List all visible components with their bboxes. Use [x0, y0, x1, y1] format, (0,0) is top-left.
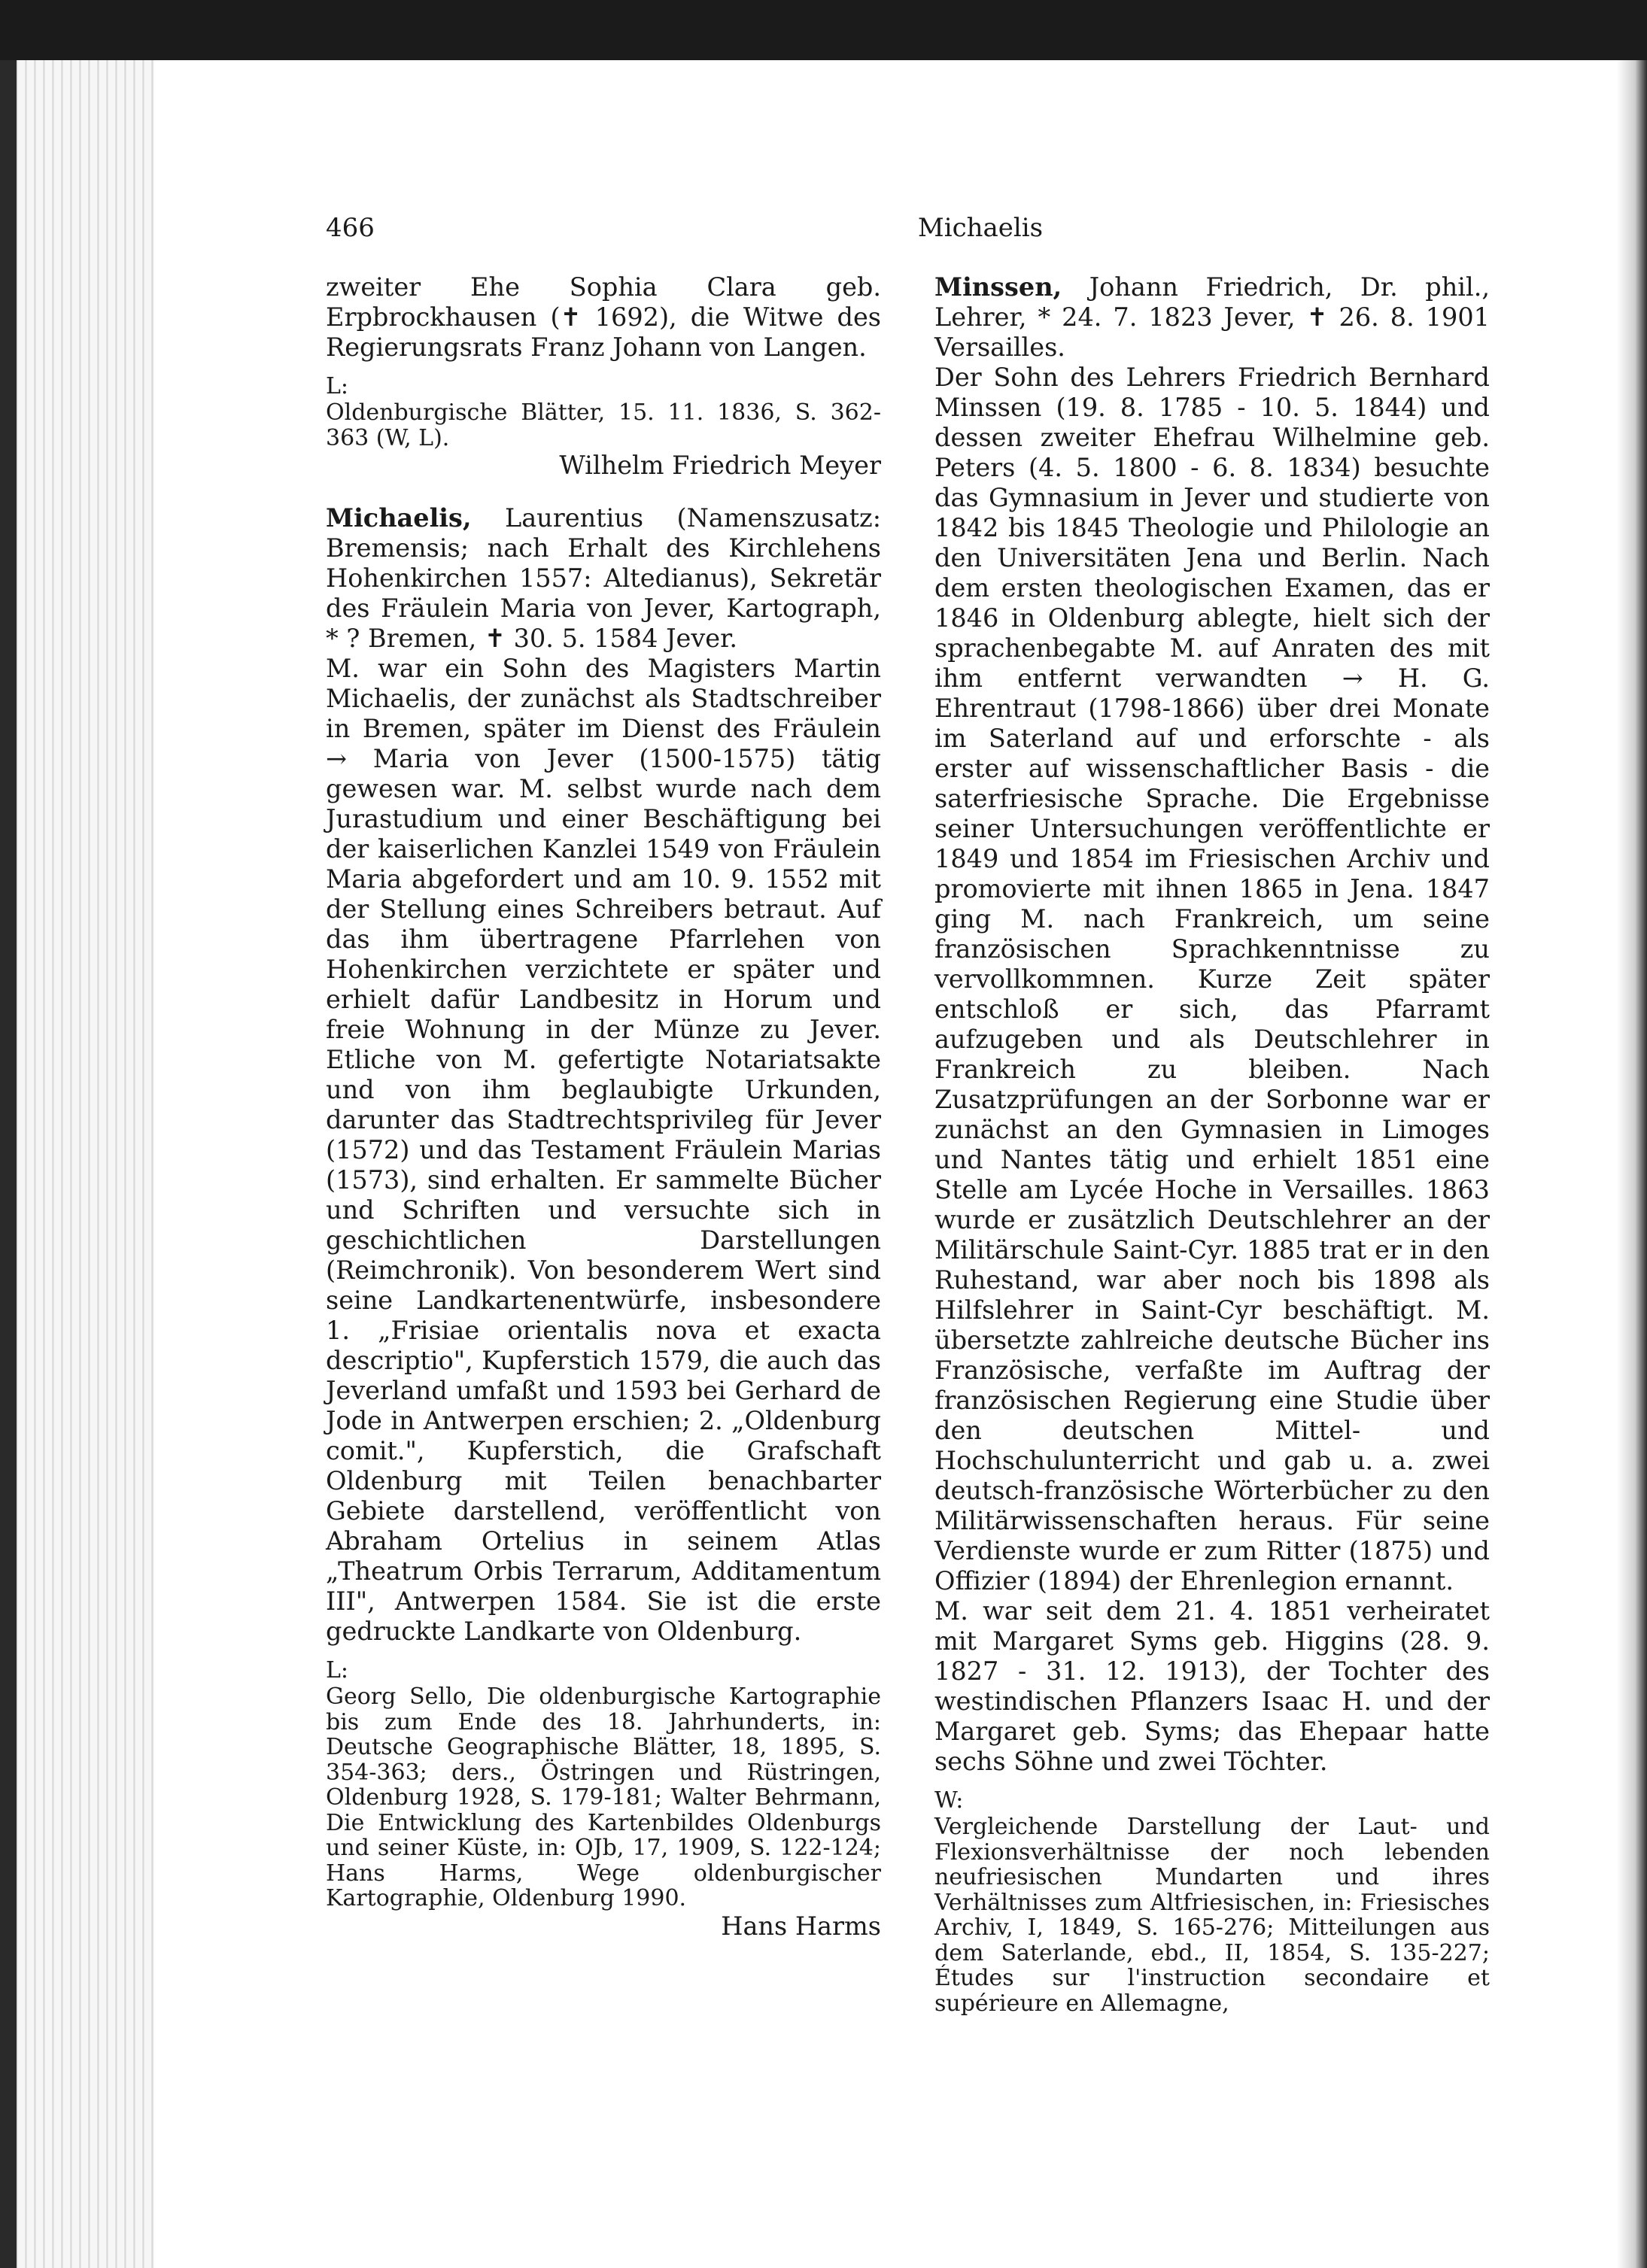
entry-author: Hans Harms: [721, 1911, 881, 1941]
left-column: [326, 272, 881, 1942]
entry-head-text: Laurentius (Namenszusatz: Bremensis; nach Erhalt des Kirchlehens Hohenkirchen 1557: Altedianus), Sekretär des Fräulein Maria von Jever, Kartograph, * ? Bremen, ✝ 30. 5. 1584 Jever.: [326, 503, 881, 653]
entry-body: Der Sohn des Lehrers Friedrich Bernhard Minssen (19. 8. 1785 - 10. 5. 1844) und dessen zweiter Ehefrau Wilhelmine geb. Peters (4. 5. 1800 - 6. 8. 1834) besuchte das Gymnasium in Jever und studierte von 1842 bis 1845 Theologie und Philologie an den Universitäten Jena und Berlin. Nach dem ersten theologischen Examen, das er 1846 in Oldenburg ablegte, hielt sich der sprachenbegabte M. auf Anraten des mit ihm entfernt verwandten → H. G. Ehrentraut (1798-1866) über drei Monate im Saterland auf und erforschte - als erster auf wissenschaftlicher Basis - die saterfriesische Sprache. Die Ergebnisse seiner Untersuchungen veröffentlichte er 1849 und 1854 im Friesischen Archiv und promovierte mit ihnen 1865 in Jena. 1847 ging M. nach Frankreich, um seine französischen Sprachkenntnisse zu vervollkommnen. Kurze Zeit später entschloß er sich, das Pfarramt aufzugeben und als Deutschlehrer in Frankreich zu bleiben. Nach Zusatzprüfungen an der Sorbonne war er zunächst an den Gymnasien in Limoges und Nantes tätig und erhielt 1851 eine Stelle am Lycée Hoche in Versailles. 1863 wurde er zusätzlich Deutschlehrer an der Militärschule Saint-Cyr. 1885 trat er in den Ruhestand, war aber noch bis 1898 als Hilfslehrer in Saint-Cyr beschäftigt. M. übersetzte zahlreiche deutsche Bücher ins Französische, verfaßte im Auftrag der französischen Regierung eine Studie über den deutschen Mittel- und Hochschulunterricht und gab u. a. zwei deutsch-französische Wörterbücher zu den Militärwissenschaften heraus. Für seine Verdienste wurde er zum Ritter (1875) und Offizier (1894) der Ehrenlegion ernannt.: [934, 363, 1490, 1595]
entry-author: Wilhelm Friedrich Meyer: [559, 451, 881, 480]
right-column: [934, 272, 1490, 2016]
running-head: Michaelis: [917, 213, 1044, 243]
entry-body: M. war seit dem 21. 4. 1851 verheiratet mit Margaret Syms geb. Higgins (28. 9. 1827 - 31. 12. 1913), der Tochter des westindischen Pflanzers Isaac H. und der Margaret geb. Syms; das Ehepaar hatte sechs Söhne und zwei Töchter.: [934, 1596, 1490, 1776]
literature-text: Georg Sello, Die oldenburgische Kartographie bis zum Ende des 18. Jahrhunderts, in: Deutsche Geographische Blätter, 18, 1895, S. 354-363; ders., Östringen und Rüstringen, Oldenburg 1928, S. 179-181; Walter Behrmann, Die Entwicklung des Kartenbildes Oldenburgs und seiner Küste, in: OJb, 17, 1909, S. 122-124; Hans Harms, Wege oldenburgischer Kartographie, Oldenburg 1990.: [326, 1684, 881, 1911]
works-label: W:: [934, 1787, 964, 1814]
literature-label: L:: [326, 373, 349, 399]
literature-text: Oldenburgische Blätter, 15. 11. 1836, S. 362-363 (W, L).: [326, 399, 881, 451]
entry-head-text: Johann Friedrich, Dr. phil., Lehrer, * 24. 7. 1823 Jever, ✝ 26. 8. 1901 Versailles.: [934, 272, 1490, 362]
entry-lemma: Minssen,: [934, 272, 1062, 302]
page-number: 466: [326, 213, 375, 243]
works-text: Vergleichende Darstellung der Laut- und Flexionsverhältnisse der noch lebenden neufriesischen Mundarten und ihres Verhältnisses zum Altfriesischen, in: Friesisches Archiv, I, 1849, S. 165-276; Mitteilungen aus dem Saterlande, ebd., II, 1854, S. 135-227; Études sur l'instruction secondaire et supérieure en Allemagne,: [934, 1814, 1490, 2017]
entry-heading: [326, 503, 881, 654]
book-page-edges: [0, 60, 154, 2268]
scan-top-band: [0, 0, 1647, 60]
entry-body: M. war ein Sohn des Magisters Martin Michaelis, der zunächst als Stadtschreiber in Bremen, später im Dienst des Fräulein → Maria von Jever (1500-1575) tätig gewesen war. M. selbst wurde nach dem Jurastudium und einer Beschäftigung bei der kaiserlichen Kanzlei 1549 von Fräulein Maria abgefordert und am 10. 9. 1552 mit der Stellung eines Schreibers betraut. Auf das ihm übertragene Pfarrlehen von Hohenkirchen verzichtete er später und erhielt dafür Landbesitz in Horum und freie Wohnung in der Münze zu Jever. Etliche von M. gefertigte Notariatsakte und von ihm beglaubigte Urkunden, darunter das Stadtrechtsprivileg für Jever (1572) und das Testament Fräulein Marias (1573), sind erhalten. Er sammelte Bücher und Schriften und versuchte sich in geschichtlichen Darstellungen (Reimchronik). Von besonderem Wert sind seine Landkartenentwürfe, insbesondere 1. „Frisiae orientalis nova et exacta descriptio", Kupferstich 1579, die auch das Jeverland umfaßt und 1593 bei Gerhard de Jode in Antwerpen erschien; 2. „Oldenburg comit.", Kupferstich, die Grafschaft Oldenburg mit Teilen benachbarter Gebiete darstellend, veröffentlicht von Abraham Ortelius in seinem Atlas „Theatrum Orbis Terrarum, Additamentum III", Antwerpen 1584. Sie ist die erste gedruckte Landkarte von Oldenburg.: [326, 654, 881, 1646]
entry-lemma: Michaelis,: [326, 503, 472, 533]
carry-over-text: zweiter Ehe Sophia Clara geb. Erpbrockhausen (✝ 1692), die Witwe des Regierungsrats Franz Johann von Langen.: [326, 272, 881, 362]
entry-heading: [934, 272, 1490, 363]
book-edge-shadow: [0, 60, 17, 2268]
book-gutter: [1617, 60, 1647, 2268]
page-header: [326, 213, 1635, 258]
literature-label: L:: [326, 1657, 349, 1684]
